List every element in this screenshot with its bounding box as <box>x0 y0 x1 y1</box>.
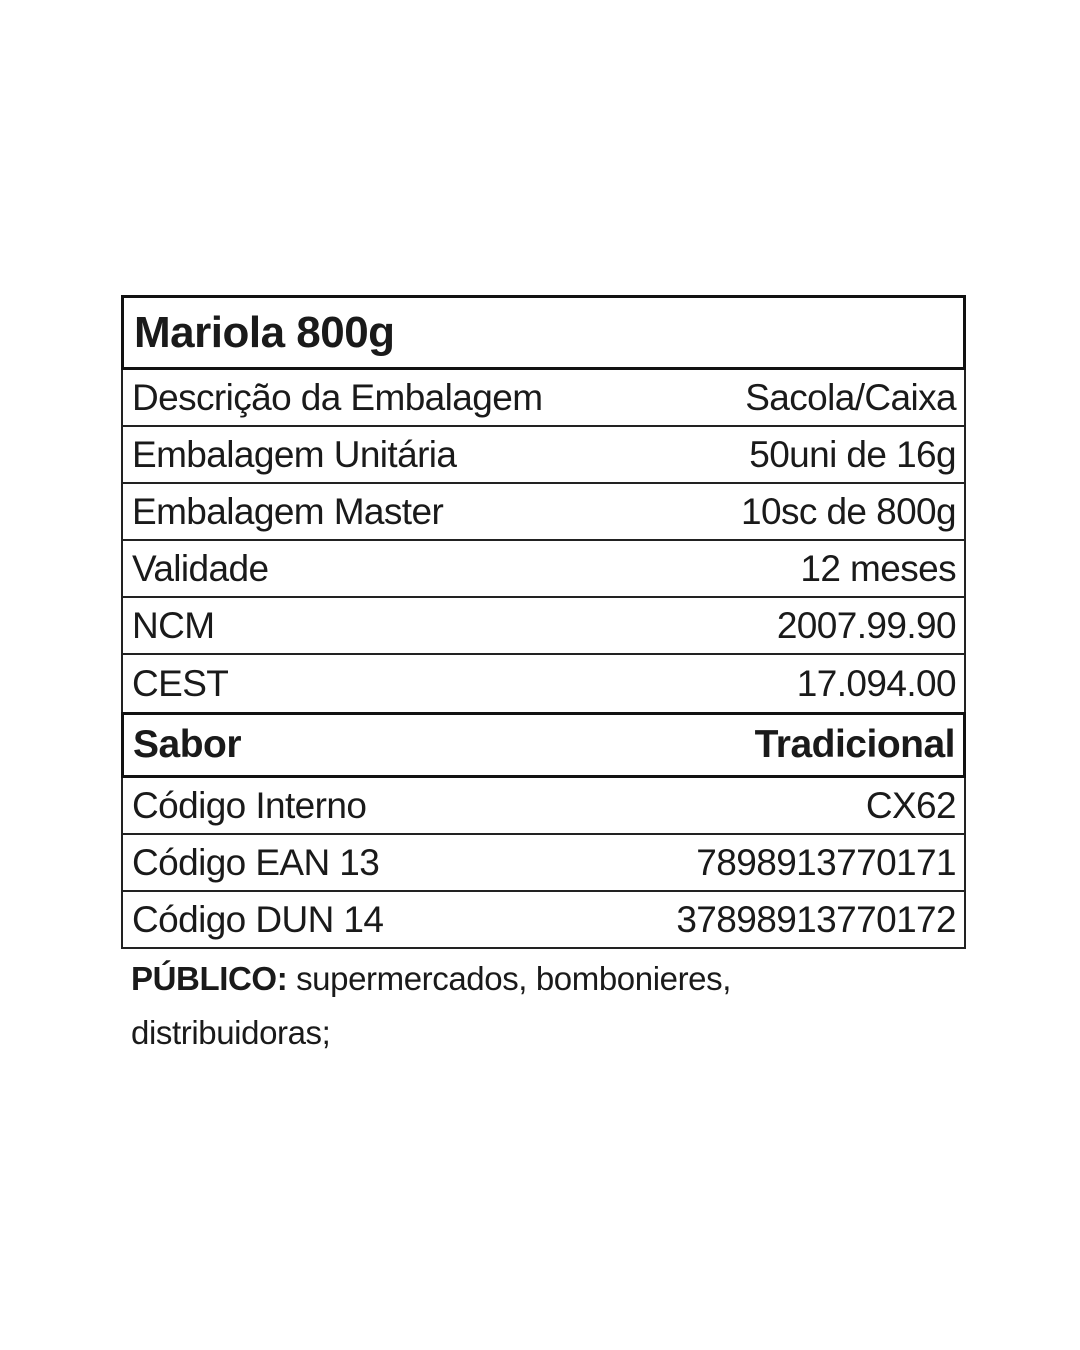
spec-row-ncm <box>123 598 964 655</box>
spec-row-cest <box>123 655 964 712</box>
flavor-row <box>121 712 966 778</box>
spec-value: CX62 <box>865 784 956 826</box>
audience-note <box>131 952 891 1060</box>
spec-value: 7898913770171 <box>696 841 956 883</box>
spec-row-shelf-life <box>123 541 964 598</box>
product-title: Mariola 800g <box>134 307 395 357</box>
flavor-label: Sabor <box>133 723 242 766</box>
spec-row-dun14 <box>123 892 964 949</box>
spec-row-packaging-description <box>123 370 964 427</box>
spec-label: Descrição da Embalagem <box>132 376 543 418</box>
spec-value: 2007.99.90 <box>776 604 956 646</box>
spec-row-unit-packaging <box>123 427 964 484</box>
spec-row-ean13 <box>123 835 964 892</box>
product-title-row <box>121 295 966 370</box>
spec-label: Código DUN 14 <box>132 898 384 940</box>
spec-value: Sacola/Caixa <box>745 376 956 418</box>
spec-row-internal-code <box>123 778 964 835</box>
audience-text: supermercados, bombonieres, distribuidoras; <box>131 960 731 1051</box>
spec-value: 17.094.00 <box>796 662 956 704</box>
product-spec-table <box>121 295 966 949</box>
spec-value: 10sc de 800g <box>741 490 956 532</box>
spec-label: Validade <box>132 547 269 589</box>
spec-value: 37898913770172 <box>676 898 956 940</box>
spec-label: NCM <box>132 604 215 646</box>
spec-label: Código EAN 13 <box>132 841 380 883</box>
spec-rows-top <box>121 370 966 712</box>
spec-label: Embalagem Master <box>132 490 444 532</box>
spec-label: Embalagem Unitária <box>132 433 457 475</box>
flavor-value: Tradicional <box>754 723 955 766</box>
spec-label: Código Interno <box>132 784 367 826</box>
spec-label: CEST <box>132 662 229 704</box>
spec-value: 50uni de 16g <box>749 433 956 475</box>
audience-label: PÚBLICO: <box>131 960 288 997</box>
spec-value: 12 meses <box>800 547 956 589</box>
spec-rows-bottom <box>121 778 966 949</box>
spec-row-master-packaging <box>123 484 964 541</box>
